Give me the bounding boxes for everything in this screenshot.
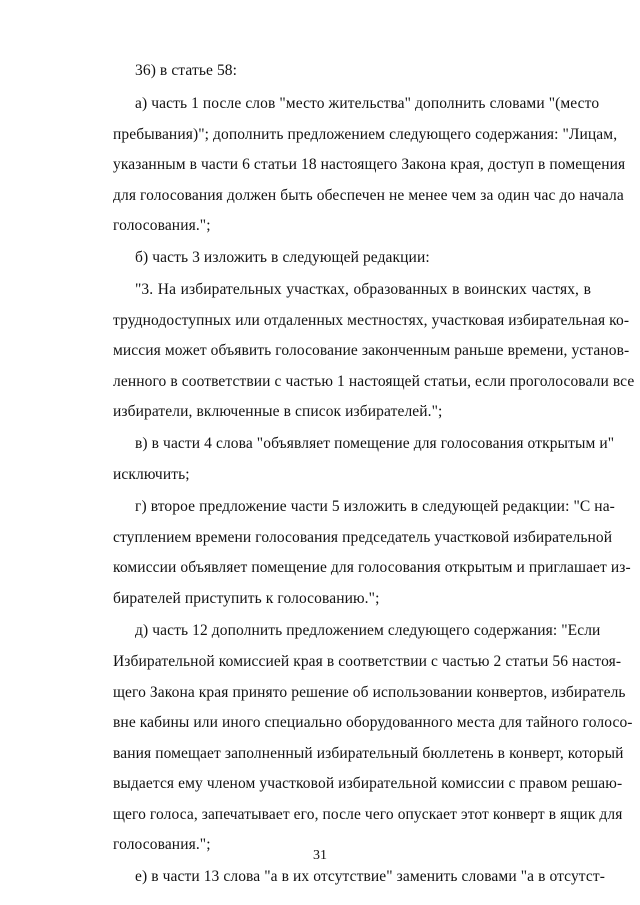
text-line: а) часть 1 после слов "место жительства" дополнить словами "(место (135, 95, 600, 112)
text-line: комиссии объявляет помещение для голосования открытым и приглашает из- (113, 559, 631, 576)
section-heading: 36) в статье 58: (135, 62, 238, 79)
text-line: щего Закона края принято решение об использовании конвертов, избиратель (113, 684, 626, 701)
text-line: в) в части 4 слова "объявляет помещение для голосования открытым и" (135, 435, 615, 452)
text-line: вне кабины или иного специально оборудованного места для тайного голосо- (113, 714, 633, 731)
text-line: Избирательной комиссией края в соответствии с частью 2 статьи 56 настоя- (113, 653, 622, 670)
page-number: 31 (313, 848, 327, 863)
text-line: б) часть 3 изложить в следующей редакции: (135, 249, 430, 266)
text-line: для голосования должен быть обеспечен не менее чем за один час до начала (113, 187, 624, 204)
text-line: миссия может объявить голосование законченным раньше времени, установ- (113, 342, 630, 359)
text-line: выдается ему членом участковой избирательной комиссии с правом решаю- (113, 775, 623, 792)
text-line: ступлением времени голосования председатель участковой избирательной (113, 529, 613, 546)
text-line: е) в части 13 слова "а в их отсутствие" заменить словами "а в отсутст- (135, 868, 605, 885)
text-line: голосования."; (113, 217, 211, 234)
text-line: вания помещает заполненный избирательный бюллетень в конверт, который (113, 745, 624, 762)
text-line: исключить; (113, 466, 190, 483)
text-line: д) часть 12 дополнить предложением следующего содержания: "Если (135, 622, 601, 639)
text-line: бирателей приступить к голосованию."; (113, 590, 380, 607)
text-line: г) второе предложение части 5 изложить в следующей редакции: "С на- (135, 498, 615, 515)
text-line: избиратели, включенные в список избирателей."; (113, 403, 443, 420)
text-line: щего голоса, запечатывает его, после чего опускает этот конверт в ящик для (113, 806, 623, 823)
text-line: "3. На избирательных участках, образованных в воинских частях, в (135, 281, 591, 298)
text-line: труднодоступных или отдаленных местностях, участковая избирательная ко- (113, 312, 630, 329)
text-line: пребывания)"; дополнить предложением следующего содержания: "Лицам, (113, 126, 618, 143)
text-line: голосования."; (113, 836, 211, 853)
text-line: ленного в соответствии с частью 1 настоящей статьи, если проголосовали все (113, 373, 635, 390)
text-line: указанным в части 6 статьи 18 настоящего Закона края, доступ в помещения (113, 156, 626, 173)
